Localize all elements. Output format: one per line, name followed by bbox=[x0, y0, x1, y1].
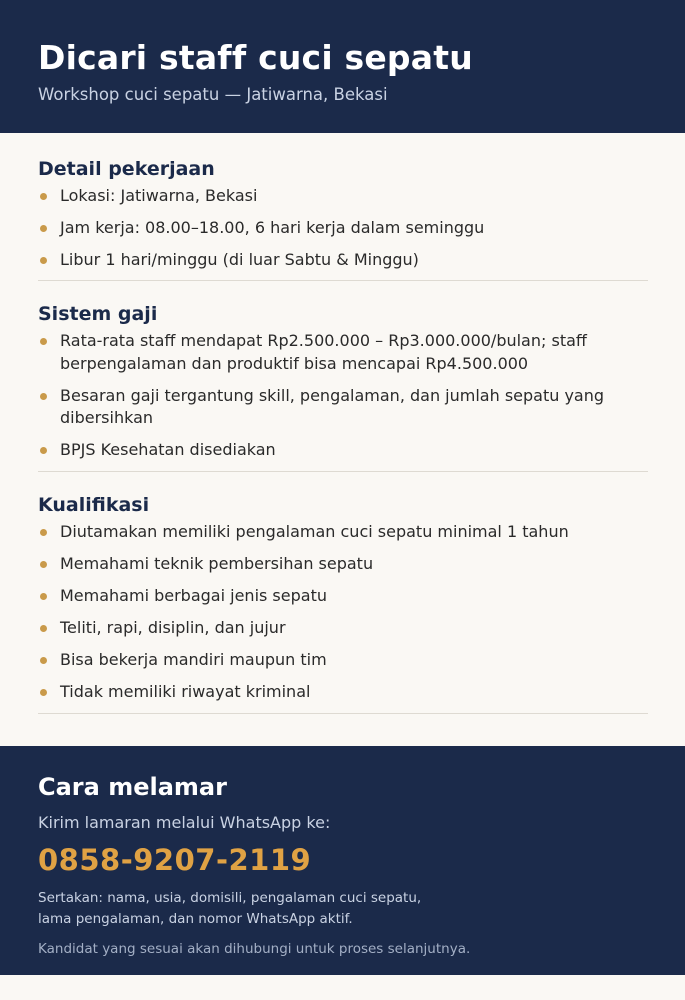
bullet-dot-icon bbox=[40, 689, 47, 696]
main-content bbox=[0, 133, 685, 746]
bullet-list bbox=[38, 330, 647, 462]
apply-footer bbox=[0, 746, 685, 975]
list-item-text: Tidak memiliki riwayat kriminal bbox=[60, 682, 311, 701]
list-item-text: Besaran gaji tergantung skill, pengalaman, dan jumlah sepatu yang dibersihkan bbox=[60, 385, 605, 427]
list-item-text: Memahami berbagai jenis sepatu bbox=[60, 586, 327, 605]
list-item-text: Lokasi: Jatiwarna, Bekasi bbox=[60, 186, 258, 205]
apply-followup-note: Kandidat yang sesuai akan dihubungi untuk proses selanjutnya. bbox=[38, 941, 471, 957]
bullet-dot-icon bbox=[40, 657, 47, 664]
bullet-dot-icon bbox=[40, 529, 47, 536]
list-item-text: Bisa bekerja mandiri maupun tim bbox=[60, 650, 327, 669]
list-item bbox=[38, 521, 647, 544]
list-item-text: Libur 1 hari/minggu (di luar Sabtu & Minggu) bbox=[60, 250, 419, 269]
list-item bbox=[38, 249, 647, 272]
page-subtitle: Workshop cuci sepatu — Jatiwarna, Bekasi bbox=[38, 85, 388, 104]
bullet-list bbox=[38, 521, 647, 704]
bullet-dot-icon bbox=[40, 193, 47, 200]
section-divider bbox=[38, 713, 648, 714]
bullet-dot-icon bbox=[40, 561, 47, 568]
header-banner bbox=[0, 0, 685, 133]
bullet-dot-icon bbox=[40, 257, 47, 264]
bottom-margin bbox=[0, 975, 685, 1000]
whatsapp-phone-number[interactable]: 0858-9207-2119 bbox=[38, 843, 312, 877]
list-item-text: BPJS Kesehatan disediakan bbox=[60, 440, 276, 459]
list-item-text: Teliti, rapi, disiplin, dan jujur bbox=[60, 618, 286, 637]
list-item bbox=[38, 385, 647, 430]
bullet-dot-icon bbox=[40, 625, 47, 632]
list-item bbox=[38, 439, 647, 462]
bullet-dot-icon bbox=[40, 225, 47, 232]
section-heading: Detail pekerjaan bbox=[38, 158, 215, 180]
section-divider bbox=[38, 280, 648, 281]
bullet-dot-icon bbox=[40, 393, 47, 400]
section-divider bbox=[38, 471, 648, 472]
apply-requirements-note: Sertakan: nama, usia, domisili, pengalaman cuci sepatu, lama pengalaman, dan nomor WhatsApp aktif. bbox=[38, 890, 422, 927]
section-heading: Sistem gaji bbox=[38, 303, 158, 325]
bullet-dot-icon bbox=[40, 593, 47, 600]
list-item bbox=[38, 649, 647, 672]
section-heading: Kualifikasi bbox=[38, 494, 150, 516]
apply-instruction: Kirim lamaran melalui WhatsApp ke: bbox=[38, 813, 331, 832]
apply-heading: Cara melamar bbox=[38, 773, 227, 801]
list-item bbox=[38, 585, 647, 608]
bullet-list bbox=[38, 185, 647, 272]
list-item bbox=[38, 681, 647, 704]
list-item-text: Rata-rata staff mendapat Rp2.500.000 – Rp3.000.000/bulan; staff berpengalaman dan produktif bisa mencapai Rp4.500.000 bbox=[60, 331, 587, 373]
bullet-dot-icon bbox=[40, 338, 47, 345]
list-item-text: Jam kerja: 08.00–18.00, 6 hari kerja dalam seminggu bbox=[60, 218, 485, 237]
list-item bbox=[38, 185, 647, 208]
list-item bbox=[38, 217, 647, 240]
page-title: Dicari staff cuci sepatu bbox=[38, 38, 473, 77]
section-kualifikasi bbox=[38, 493, 647, 704]
section-detail-pekerjaan bbox=[38, 157, 647, 279]
list-item-text: Memahami teknik pembersihan sepatu bbox=[60, 554, 374, 573]
list-item bbox=[38, 553, 647, 576]
section-sistem-gaji bbox=[38, 302, 647, 462]
list-item-text: Diutamakan memiliki pengalaman cuci sepatu minimal 1 tahun bbox=[60, 522, 569, 541]
bullet-dot-icon bbox=[40, 447, 47, 454]
list-item bbox=[38, 617, 647, 640]
list-item bbox=[38, 330, 647, 375]
